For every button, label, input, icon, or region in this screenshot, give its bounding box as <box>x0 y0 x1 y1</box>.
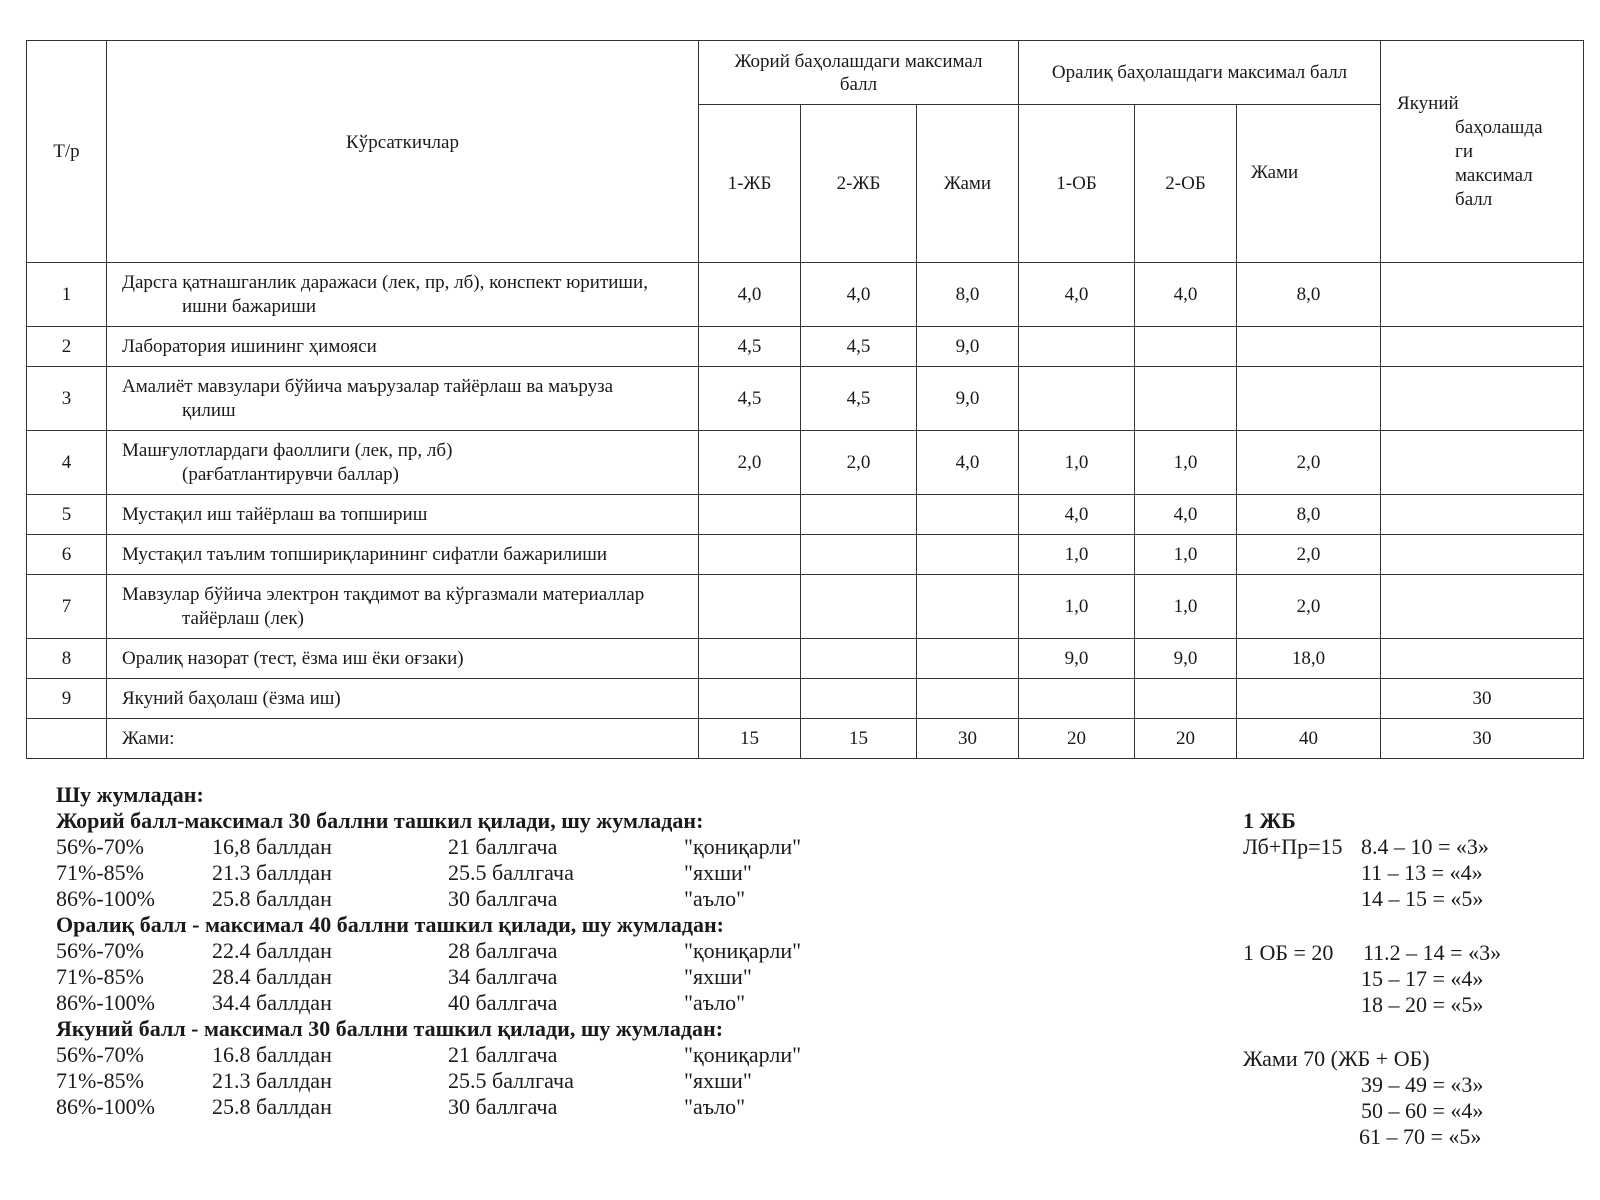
notes-section-title: Оралиқ балл - максимал 40 баллни ташкил қилади, шу жумладан: <box>56 912 724 937</box>
notes-cell: 56%-70% <box>56 1042 144 1067</box>
row-indicator-line1: Амалиёт мавзулари бўйича маърузалар тайёрлаш ва маъруза <box>122 375 614 397</box>
row-value <box>801 575 917 639</box>
row-number: 6 <box>27 535 107 575</box>
notes-heading: Шу жумладан: <box>56 782 204 807</box>
row-value <box>1381 495 1584 535</box>
notes-cell: 71%-85% <box>56 964 144 989</box>
row-value <box>801 535 917 575</box>
row-value: 4,0 <box>801 263 917 327</box>
row-number: 3 <box>27 367 107 431</box>
header-current-group <box>699 41 1019 105</box>
row-indicator-line1: Мустақил иш тайёрлаш ва топшириш <box>122 503 428 525</box>
notes-cell: 21.3 баллдан <box>212 860 332 885</box>
header-final-line: Якуний <box>1397 92 1459 114</box>
side-total-line: 50 – 60 = «4» <box>1361 1098 1484 1123</box>
header-final-line: ги <box>1455 140 1473 162</box>
row-indicator <box>107 367 699 431</box>
row-number: 5 <box>27 495 107 535</box>
notes-section-title: Жорий балл-максимал 30 баллни ташкил қилади, шу жумладан: <box>56 808 704 833</box>
side-jb-title: 1 ЖБ <box>1243 808 1296 833</box>
row-value <box>1381 367 1584 431</box>
notes-cell: "яхши" <box>684 860 752 885</box>
row-indicator <box>107 431 699 495</box>
notes-cell: 86%-100% <box>56 1094 155 1119</box>
header-indicators: Кўрсаткичлар <box>107 41 699 263</box>
header-final-group <box>1381 41 1584 263</box>
notes-cell: "яхши" <box>684 964 752 989</box>
side-ob-line: 18 – 20 = «5» <box>1361 992 1484 1017</box>
row-value: 2,0 <box>1237 535 1381 575</box>
notes-cell: 30 баллгача <box>448 1094 558 1119</box>
row-value: 1,0 <box>1135 535 1237 575</box>
row-value: 2,0 <box>801 431 917 495</box>
row-number: 9 <box>27 679 107 719</box>
row-value: 9,0 <box>1019 639 1135 679</box>
row-value <box>917 575 1019 639</box>
table-row <box>27 495 1584 535</box>
row-value: 8,0 <box>1237 263 1381 327</box>
row-value: 4,0 <box>699 263 801 327</box>
table-row <box>27 575 1584 639</box>
notes-cell: 21 баллгача <box>448 1042 558 1067</box>
row-value <box>1381 535 1584 575</box>
row-value: 15 <box>801 719 917 759</box>
table-row <box>27 535 1584 575</box>
notes-cell: 21 баллгача <box>448 834 558 859</box>
row-value: 4,5 <box>699 367 801 431</box>
row-value: 9,0 <box>1135 639 1237 679</box>
notes-cell: 25.8 баллдан <box>212 886 332 911</box>
row-value <box>1237 679 1381 719</box>
row-value: 8,0 <box>917 263 1019 327</box>
row-indicator-line1: Мустақил таълим топшириқларининг сифатли бажарилиши <box>122 543 608 565</box>
notes-cell: 16.8 баллдан <box>212 1042 332 1067</box>
row-value <box>917 679 1019 719</box>
notes-cell: 56%-70% <box>56 938 144 963</box>
row-value: 9,0 <box>917 367 1019 431</box>
row-value <box>1019 327 1135 367</box>
table-row <box>27 263 1584 327</box>
row-value <box>1135 679 1237 719</box>
notes-section-title: Якуний балл - максимал 30 баллни ташкил қилади, шу жумладан: <box>56 1016 724 1041</box>
side-total-title: Жами 70 (ЖБ + ОБ) <box>1243 1046 1430 1071</box>
row-indicator-line2: қилиш <box>182 399 236 421</box>
table-row <box>27 367 1584 431</box>
row-indicator-line1: Мавзулар бўйича электрон тақдимот ва кўргазмали материаллар <box>122 583 645 605</box>
row-value: 4,0 <box>917 431 1019 495</box>
row-value <box>801 639 917 679</box>
row-value <box>1381 327 1584 367</box>
notes-cell: 21.3 баллдан <box>212 1068 332 1093</box>
row-indicator <box>107 679 699 719</box>
header-sub-2jb: 2-ЖБ <box>801 105 917 263</box>
row-value: 9,0 <box>917 327 1019 367</box>
row-value: 18,0 <box>1237 639 1381 679</box>
header-sub-jami-current: Жами <box>917 105 1019 263</box>
row-value <box>1381 639 1584 679</box>
side-jb-line: 14 – 15 = «5» <box>1361 886 1484 911</box>
notes-cell: 86%-100% <box>56 990 155 1015</box>
row-value: 2,0 <box>1237 575 1381 639</box>
side-total-line: 39 – 49 = «3» <box>1361 1072 1484 1097</box>
row-indicator-line1: Лаборатория ишининг ҳимояси <box>122 335 377 357</box>
row-value <box>917 535 1019 575</box>
notes-cell: "қониқарли" <box>684 938 802 963</box>
notes-cell: "қониқарли" <box>684 1042 802 1067</box>
notes-cell: "аъло" <box>684 886 746 911</box>
notes-cell: 16,8 баллдан <box>212 834 332 859</box>
notes-cell: 40 баллгача <box>448 990 558 1015</box>
row-number: 2 <box>27 327 107 367</box>
notes-cell: 22.4 баллдан <box>212 938 332 963</box>
row-value: 30 <box>1381 719 1584 759</box>
row-value <box>1381 431 1584 495</box>
row-number: 8 <box>27 639 107 679</box>
row-value <box>699 495 801 535</box>
row-value <box>917 495 1019 535</box>
row-value: 30 <box>1381 679 1584 719</box>
row-value <box>1381 263 1584 327</box>
notes-cell: 86%-100% <box>56 886 155 911</box>
row-value: 4,5 <box>801 327 917 367</box>
notes-cell: 25.5 баллгача <box>448 860 574 885</box>
notes-cell: 28.4 баллдан <box>212 964 332 989</box>
row-value <box>801 679 917 719</box>
row-value: 1,0 <box>1019 535 1135 575</box>
row-indicator-line2: (рағбатлантирувчи баллар) <box>182 463 400 485</box>
row-indicator-line1: Якуний баҳолаш (ёзма иш) <box>122 687 341 709</box>
row-value <box>699 575 801 639</box>
row-value: 1,0 <box>1019 431 1135 495</box>
row-number <box>27 719 107 759</box>
row-indicator-line1: Машғулотлардаги фаоллиги (лек, пр, лб) <box>122 439 453 461</box>
notes-cell: 34.4 баллдан <box>212 990 332 1015</box>
row-number: 7 <box>27 575 107 639</box>
row-value <box>917 639 1019 679</box>
header-final-line: балл <box>1455 188 1493 210</box>
header-sub-jami-interim: Жами <box>1237 105 1381 263</box>
side-ob-line: 15 – 17 = «4» <box>1361 966 1484 991</box>
row-value <box>699 639 801 679</box>
row-value: 20 <box>1135 719 1237 759</box>
notes-cell: 25.5 баллгача <box>448 1068 574 1093</box>
notes-cell: "аъло" <box>684 1094 746 1119</box>
row-value <box>1135 327 1237 367</box>
header-sub-1ob: 1-ОБ <box>1019 105 1135 263</box>
notes-cell: "яхши" <box>684 1068 752 1093</box>
notes-cell: 56%-70% <box>56 834 144 859</box>
row-indicator-line1: Оралиқ назорат (тест, ёзма иш ёки оғзаки) <box>122 647 464 669</box>
row-value: 40 <box>1237 719 1381 759</box>
row-indicator-line2: ишни бажариши <box>182 295 317 317</box>
header-final-line: максимал <box>1455 164 1533 186</box>
row-value: 8,0 <box>1237 495 1381 535</box>
row-value: 30 <box>917 719 1019 759</box>
row-value <box>1135 367 1237 431</box>
row-value: 2,0 <box>1237 431 1381 495</box>
notes-cell: "қониқарли" <box>684 834 802 859</box>
row-indicator-line1: Жами: <box>122 727 175 749</box>
header-interim-group: Оралиқ баҳолашдаги максимал балл <box>1019 41 1381 105</box>
row-value: 15 <box>699 719 801 759</box>
header-tr: Т/р <box>27 41 107 263</box>
header-final-line: баҳолашда <box>1455 116 1543 138</box>
row-value: 4,0 <box>1135 263 1237 327</box>
side-jb-line: 8.4 – 10 = «3» <box>1361 834 1489 859</box>
row-indicator <box>107 535 699 575</box>
table-row <box>27 679 1584 719</box>
header-sub-1jb: 1-ЖБ <box>699 105 801 263</box>
row-value: 2,0 <box>699 431 801 495</box>
row-indicator-line2: тайёрлаш (лек) <box>182 607 304 629</box>
side-total-line: 61 – 70 = «5» <box>1359 1124 1482 1149</box>
row-indicator <box>107 575 699 639</box>
row-value <box>1381 575 1584 639</box>
notes-cell: 71%-85% <box>56 1068 144 1093</box>
row-value: 4,0 <box>1135 495 1237 535</box>
notes-cell: "аъло" <box>684 990 746 1015</box>
notes-cell: 28 баллгача <box>448 938 558 963</box>
notes-cell: 25.8 баллдан <box>212 1094 332 1119</box>
row-value: 1,0 <box>1019 575 1135 639</box>
notes-cell: 71%-85% <box>56 860 144 885</box>
row-value: 4,0 <box>1019 495 1135 535</box>
row-value <box>699 535 801 575</box>
side-jb-line: 11 – 13 = «4» <box>1361 860 1483 885</box>
row-indicator <box>107 639 699 679</box>
row-value <box>699 679 801 719</box>
notes-cell: 30 баллгача <box>448 886 558 911</box>
row-value <box>1237 367 1381 431</box>
row-value <box>1237 327 1381 367</box>
row-value: 1,0 <box>1135 575 1237 639</box>
table-row <box>27 327 1584 367</box>
header-current-group-text: Жорий баҳолашдаги максимал балл <box>734 50 983 95</box>
row-value: 4,5 <box>801 367 917 431</box>
side-ob-label: 1 ОБ = 20 <box>1243 940 1334 965</box>
row-value: 4,5 <box>699 327 801 367</box>
row-indicator <box>107 495 699 535</box>
side-jb-label: Лб+Пр=15 <box>1243 834 1343 859</box>
side-ob-line: 11.2 – 14 = «3» <box>1363 940 1502 965</box>
row-indicator <box>107 719 699 759</box>
table-row <box>27 639 1584 679</box>
row-value <box>801 495 917 535</box>
row-value <box>1019 367 1135 431</box>
table-row <box>27 719 1584 759</box>
row-indicator-line1: Дарсга қатнашганлик даражаси (лек, пр, лб), конспект юритиши, <box>122 271 648 293</box>
row-value: 20 <box>1019 719 1135 759</box>
notes-cell: 34 баллгача <box>448 964 558 989</box>
header-sub-2ob: 2-ОБ <box>1135 105 1237 263</box>
row-value <box>1019 679 1135 719</box>
row-number: 1 <box>27 263 107 327</box>
row-value: 1,0 <box>1135 431 1237 495</box>
row-indicator <box>107 327 699 367</box>
row-number: 4 <box>27 431 107 495</box>
grading-table <box>26 40 1584 759</box>
table-row <box>27 431 1584 495</box>
row-indicator <box>107 263 699 327</box>
row-value: 4,0 <box>1019 263 1135 327</box>
